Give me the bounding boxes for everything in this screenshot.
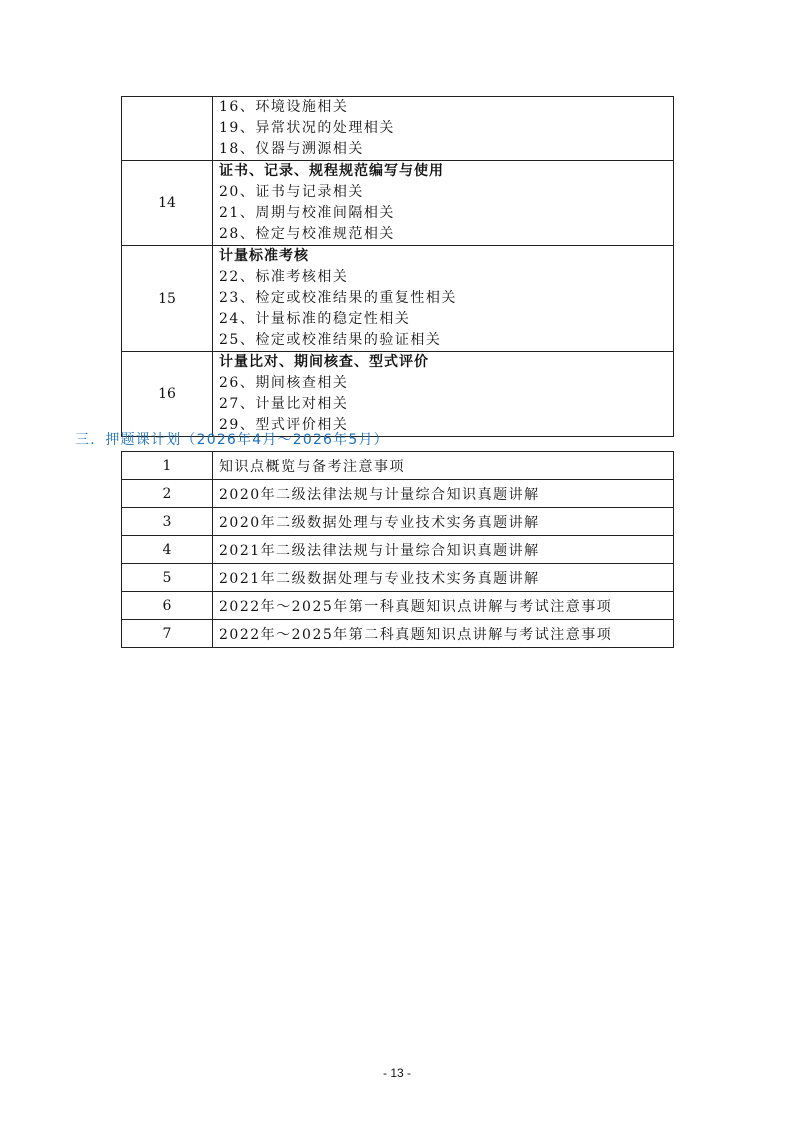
- section-heading: 三．押题课计划（2026年4月～2026年5月）: [75, 432, 389, 448]
- topic-heading: 证书、记录、规程规范编写与使用: [219, 163, 444, 179]
- row-content: [213, 97, 674, 161]
- row-text: 2021年二级数据处理与专业技术实务真题讲解: [213, 564, 674, 592]
- table-row: [122, 352, 674, 437]
- table-row: [122, 592, 674, 620]
- row-number: 1: [122, 452, 213, 480]
- table-row: [122, 161, 674, 246]
- row-number: 4: [122, 536, 213, 564]
- row-text: 2022年～2025年第二科真题知识点讲解与考试注意事项: [213, 620, 674, 648]
- table-row: [122, 452, 674, 480]
- topic-item: 18、仪器与溯源相关: [219, 141, 364, 157]
- topic-item: 21、周期与校准间隔相关: [219, 205, 395, 221]
- topic-item: 25、检定或校准结果的验证相关: [219, 332, 442, 348]
- row-text: 2020年二级法律法规与计量综合知识真题讲解: [213, 480, 674, 508]
- row-number: 14: [122, 161, 213, 246]
- table-row: [122, 480, 674, 508]
- topic-heading: 计量标准考核: [219, 248, 309, 264]
- row-text: 2020年二级数据处理与专业技术实务真题讲解: [213, 508, 674, 536]
- topic-item: 19、异常状况的处理相关: [219, 120, 395, 136]
- topic-item: 23、检定或校准结果的重复性相关: [219, 290, 457, 306]
- row-number: 15: [122, 246, 213, 352]
- table-row: [122, 536, 674, 564]
- topic-item: 28、检定与校准规范相关: [219, 226, 395, 242]
- row-text: 2021年二级法律法规与计量综合知识真题讲解: [213, 536, 674, 564]
- table-row: [122, 620, 674, 648]
- topic-item: 22、标准考核相关: [219, 269, 349, 285]
- topic-item: 16、环境设施相关: [219, 99, 349, 115]
- topic-item: 26、期间核查相关: [219, 375, 349, 391]
- row-number: 2: [122, 480, 213, 508]
- plan-table: [121, 451, 674, 648]
- row-content: [213, 246, 674, 352]
- table-row: [122, 97, 674, 161]
- row-number: 3: [122, 508, 213, 536]
- row-text: 2022年～2025年第一科真题知识点讲解与考试注意事项: [213, 592, 674, 620]
- topic-item: 29、型式评价相关: [219, 417, 349, 433]
- table-row: [122, 508, 674, 536]
- syllabus-table: [121, 96, 674, 437]
- topic-heading: 计量比对、期间核查、型式评价: [219, 354, 429, 370]
- row-number: 5: [122, 564, 213, 592]
- table-row: [122, 564, 674, 592]
- table-row: [122, 246, 674, 352]
- row-text: 知识点概览与备考注意事项: [213, 452, 674, 480]
- row-number: [122, 97, 213, 161]
- row-number: 6: [122, 592, 213, 620]
- row-content: [213, 352, 674, 437]
- page-number: - 13 -: [382, 1066, 411, 1080]
- row-content: [213, 161, 674, 246]
- row-number: 7: [122, 620, 213, 648]
- topic-item: 24、计量标准的稳定性相关: [219, 311, 411, 327]
- topic-item: 27、计量比对相关: [219, 396, 349, 412]
- topic-item: 20、证书与记录相关: [219, 184, 364, 200]
- row-number: 16: [122, 352, 213, 437]
